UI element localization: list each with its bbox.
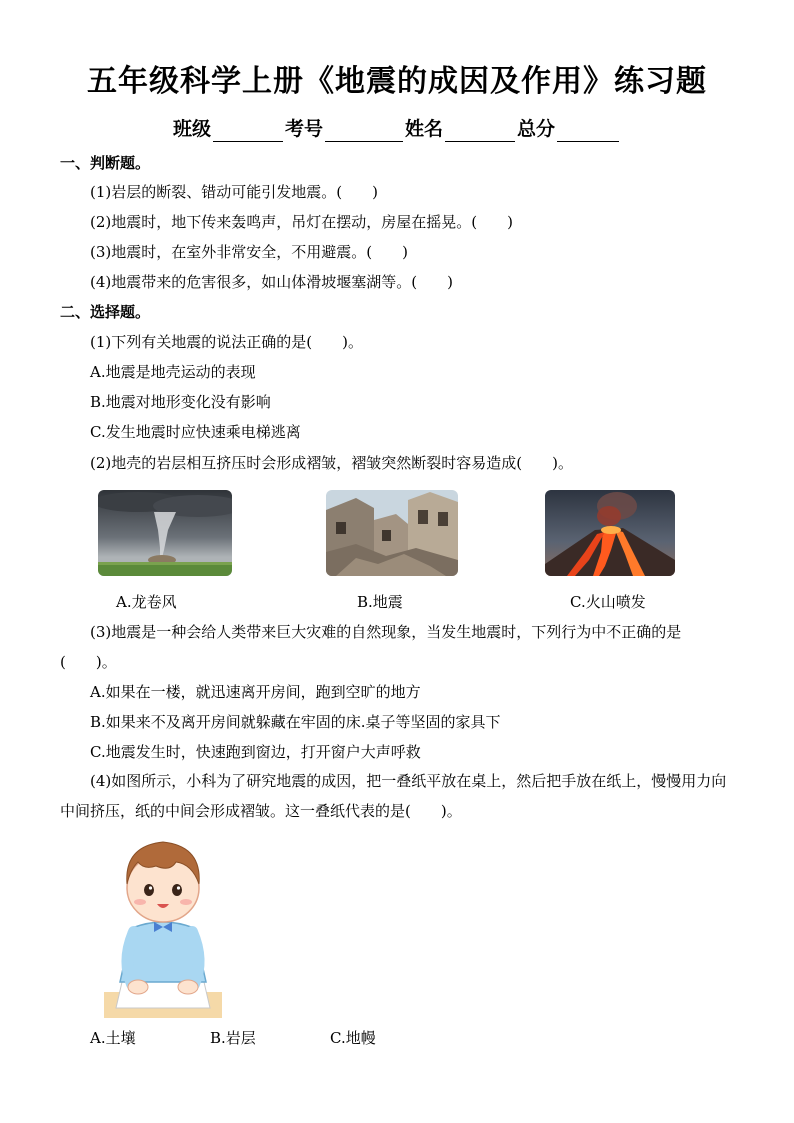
class-label: 班级: [172, 118, 211, 140]
mc-question-4-stem: (4)如图所示，小科为了研究地震的成因，把一叠纸平放在桌上，然后把手放在纸上，慢慢用力向中间挤压，纸的中间会形成褶皱。这一叠纸代表的是( )。: [60, 772, 727, 820]
tf-question-1: (1)岩层的断裂、错动可能引发地震。( ): [90, 183, 378, 201]
mc-question-1-option-b: B.地震对地形变化没有影响: [90, 393, 271, 411]
score-blank[interactable]: [557, 121, 619, 142]
tf-question-4: (4)地震带来的危害很多，如山体滑坡堰塞湖等。( ): [90, 273, 453, 291]
exam-no-blank[interactable]: [325, 121, 403, 142]
section-1-heading: 一、判断题。: [60, 154, 151, 172]
score-label: 总分: [517, 118, 556, 140]
page-title: 五年级科学上册《地震的成因及作用》练习题: [87, 64, 707, 99]
student-info-line: [0, 116, 794, 142]
name-label: 姓名: [405, 118, 444, 140]
option-a-caption: A.龙卷风: [116, 593, 177, 611]
mc-question-1-stem: (1)下列有关地震的说法正确的是( )。: [90, 333, 363, 351]
mc-question-4-option-a: A.土壤: [90, 1029, 136, 1047]
mc-question-1-option-c: C.发生地震时应快速乘电梯逃离: [90, 423, 301, 441]
section-2-heading: 二、选择题。: [60, 303, 151, 321]
mc-question-3-stem: (3)地震是一种会给人类带来巨大灾难的自然现象，当发生地震时，下列行为中不正确的是( )。: [60, 623, 682, 671]
mc-question-1-option-a: A.地震是地壳运动的表现: [90, 363, 256, 381]
tf-question-3: (3)地震时，在室外非常安全，不用避震。( ): [90, 243, 408, 261]
tornado-photo: [98, 490, 232, 576]
mc-question-4-option-b: B.岩层: [210, 1029, 256, 1047]
mc-question-4-option-c: C.地幔: [330, 1029, 376, 1047]
mc-question-3-option-b: B.如果来不及离开房间就躲藏在牢固的床.桌子等坚固的家具下: [90, 713, 501, 731]
option-b-caption: B.地震: [357, 593, 403, 611]
tf-question-2: (2)地震时，地下传来轰鸣声，吊灯在摆动，房屋在摇晃。( ): [90, 213, 513, 231]
boy-pressing-paper-illustration: [104, 832, 222, 1018]
exam-no-label: 考号: [284, 118, 323, 140]
volcano-photo: [545, 490, 675, 576]
class-blank[interactable]: [213, 121, 283, 142]
option-c-caption: C.火山喷发: [570, 593, 646, 611]
mc-question-3-option-a: A.如果在一楼，就迅速离开房间，跑到空旷的地方: [90, 683, 421, 701]
mc-question-2-stem: (2)地壳的岩层相互挤压时会形成褶皱，褶皱突然断裂时容易造成( )。: [90, 454, 573, 472]
mc-question-3-option-c: C.地震发生时，快速跑到窗边，打开窗户大声呼救: [90, 743, 421, 761]
name-blank[interactable]: [445, 121, 515, 142]
earthquake-ruins-photo: [326, 490, 458, 576]
